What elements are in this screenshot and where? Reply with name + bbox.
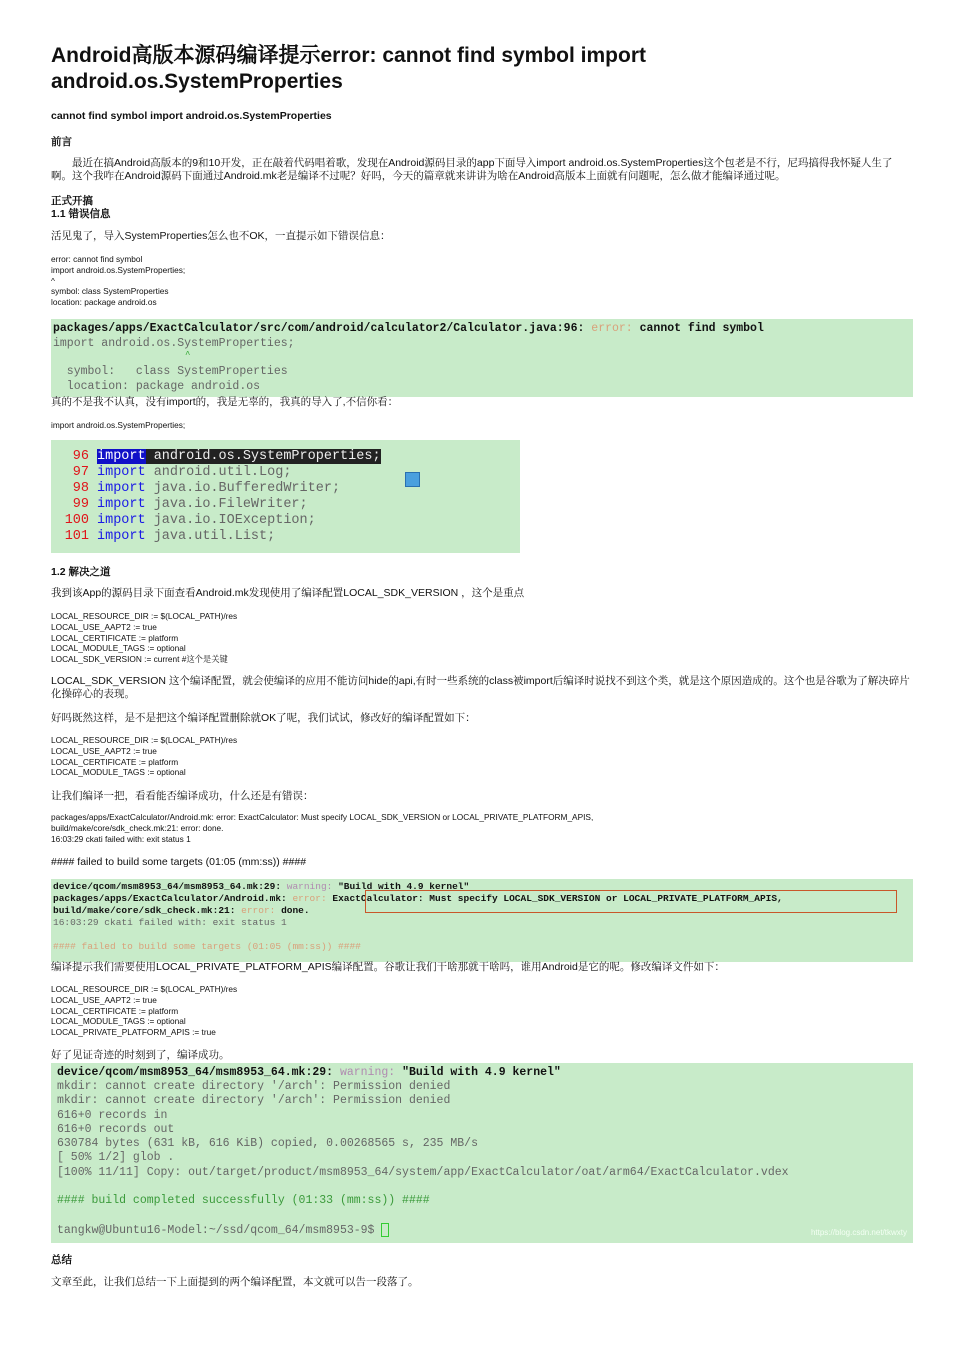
line-number: 97: [72, 465, 89, 480]
keyword: import: [97, 481, 146, 496]
config-line: LOCAL_RESOURCE_DIR := $(LOCAL_PATH)/res: [51, 735, 238, 745]
config-line: LOCAL_MODULE_TAGS := optional: [51, 643, 186, 654]
code-line: 16:03:29 ckati failed with: exit status 1: [53, 917, 287, 928]
preface-paragraph: 最近在搞Android高版本的9和10开发，正在敲着代码唱着歌，发现在Android源码目录的app下面导入import android.os.SystemProperties这个包老是不行，尼玛搞得我怀疑人生了啊。这个我咋在Android源码下面通过Android.mk老是编译不过呢？好吗，今天的篇章就来讲讲为啥在Android高版本上面就有问题呢，怎么做才能编译通过呢。: [51, 157, 893, 182]
build-success-line: #### build completed successfully (01:33 (mm:ss)) ####: [57, 1194, 430, 1207]
try-paragraph: 好吗既然这样，是不是把这个编译配置删除就OK了呢，我们试试，修改好的编译配置如下：: [51, 712, 476, 724]
output-line: 616+0 records in: [57, 1109, 168, 1122]
warning-message: "Build with 4.9 kernel": [402, 1066, 561, 1079]
output-line: [ 50% 1/2] glob .: [57, 1151, 175, 1164]
code-screenshot-imports: [51, 440, 520, 553]
config-line: LOCAL_MODULE_TAGS := optional: [51, 767, 186, 778]
config-line: LOCAL_USE_AAPT2 := true: [51, 621, 157, 632]
watermark: https://blog.csdn.net/tkwxty: [810, 1228, 907, 1237]
error-message: cannot find symbol: [639, 322, 764, 335]
failed-message: #### failed to build some targets (01:05 (mm:ss)) ####: [53, 941, 361, 952]
section-1-1-intro: 活见鬼了，导入SystemProperties怎么也不OK，一直提示如下错误信息：: [51, 230, 391, 242]
error-label: error:: [292, 893, 327, 904]
output-line: [100% 11/11] Copy: out/target/product/msm8953_64/system/app/ExactCalculator/oat/arm64/ExactCalculator.vdex: [57, 1166, 789, 1179]
error-label: error:: [591, 322, 633, 335]
line-number: 101: [64, 529, 89, 544]
config-line: LOCAL_USE_AAPT2 := true: [51, 994, 157, 1005]
import-line: import android.os.SystemProperties;: [51, 420, 186, 430]
config-line: LOCAL_CERTIFICATE := platform: [51, 756, 179, 767]
cursor: [381, 1223, 389, 1237]
success-screenshot: [51, 1063, 913, 1243]
code-line: location: package android.os: [53, 380, 261, 393]
error-line: ^: [51, 275, 55, 286]
output-line: 630784 bytes (631 kB, 616 KiB) copied, 0.00268565 s, 235 MB/s: [57, 1137, 478, 1150]
code-text: java.io.FileWriter;: [145, 497, 308, 512]
output-line: mkdir: cannot create directory '/arch': Permission denied: [57, 1080, 451, 1093]
keyword: import: [97, 529, 146, 544]
path: device/qcom/msm8953_64/msm8953_64.mk:29:: [57, 1066, 334, 1079]
subtitle: cannot find symbol import android.os.SystemProperties: [51, 110, 332, 122]
highlight-box: [365, 890, 897, 913]
shell-prompt: tangkw@Ubuntu16-Model:~/ssd/qcom_64/msm8953-9$: [57, 1224, 382, 1238]
error-line: import android.os.SystemProperties;: [51, 264, 186, 275]
line-number: 96: [72, 449, 89, 464]
error-text-block: [51, 254, 185, 308]
code-text: android.os.SystemProperties;: [145, 449, 381, 464]
code-line: import android.os.SystemProperties;: [53, 337, 295, 350]
output-line: 616+0 records out: [57, 1123, 175, 1136]
keyword: import: [97, 513, 146, 528]
code-text: java.io.BufferedWriter;: [145, 481, 341, 496]
start-heading: 正式开搞: [51, 195, 93, 207]
error-line: 16:03:29 ckati failed with: exit status 1: [51, 833, 191, 844]
section-1-2-heading: 1.2 解决之道: [51, 566, 111, 578]
fix-paragraph: 编译提示我们需要使用LOCAL_PRIVATE_PLATFORM_APIS编译配置。谷歌让我们干啥那就干啥吗，谁用Android是它的呢。修改编译文件如下：: [51, 961, 725, 973]
summary-paragraph: 文章至此，让我们总结一下上面提到的两个编译配置，本文就可以告一段落了。: [51, 1276, 419, 1288]
error-line: symbol: class SystemProperties: [51, 286, 169, 297]
keyword: import: [97, 465, 146, 480]
path: device/qcom/msm8953_64/msm8953_64.mk:29:: [53, 881, 282, 892]
error-screenshot-2: [51, 879, 913, 962]
config-line: LOCAL_USE_AAPT2 := true: [51, 745, 157, 756]
config-line: LOCAL_RESOURCE_DIR := $(LOCAL_PATH)/res: [51, 984, 238, 994]
line-number: 98: [72, 481, 89, 496]
note-icon: [405, 472, 420, 487]
config-line: LOCAL_CERTIFICATE := platform: [51, 632, 179, 643]
section-1-1-note: 真的不是我不认真，没有import的，我是无辜的，我真的导入了,不信你看：: [51, 396, 399, 408]
warning-label: warning:: [339, 1066, 396, 1079]
sdk-version-paragraph: LOCAL_SDK_VERSION 这个编译配置，就会使编译的应用不能访问hide的api,有时一些系统的class被import后编译时说找不到这个类，就是这个原因造成的。这个也是谷歌为了解决碎片化操碎心的表现。: [51, 675, 910, 700]
code-text: java.io.IOException;: [145, 513, 316, 528]
config-line: LOCAL_SDK_VERSION := current #这个是关键: [51, 654, 228, 665]
error-label: error:: [241, 905, 276, 916]
error-line: location: package android.os: [51, 297, 157, 308]
error-line: error: cannot find symbol: [51, 254, 143, 264]
config-line: LOCAL_MODULE_TAGS := optional: [51, 1016, 186, 1027]
warning-label: warning:: [286, 881, 333, 892]
config-block-3: [51, 984, 237, 1038]
config-block-1: [51, 611, 237, 665]
compile-paragraph: 让我们编译一把，看看能否编译成功，什么还是有错误：: [51, 790, 314, 802]
line-number: 99: [72, 497, 89, 512]
code-line: symbol: class SystemProperties: [53, 365, 288, 378]
error-path: packages/apps/ExactCalculator/src/com/android/calculator2/Calculator.java:96:: [53, 322, 585, 335]
error-message: done.: [281, 905, 310, 916]
line-number: 100: [64, 513, 89, 528]
warning-message: "Build with 4.9 kernel": [338, 881, 470, 892]
caret: ^: [185, 350, 191, 360]
summary-heading: 总结: [51, 1254, 72, 1266]
error-text-block-2: [51, 812, 593, 844]
code-text: android.util.Log;: [145, 465, 292, 480]
error-message: ExactCalculator: Must specify LOCAL_SDK_VERSION or LOCAL_PRIVATE_PLATFORM_APIS,: [332, 893, 783, 904]
preface-heading: 前言: [51, 136, 72, 148]
keyword: import: [97, 497, 146, 512]
path: packages/apps/ExactCalculator/Android.mk:: [53, 893, 287, 904]
success-paragraph: 好了见证奇迹的时刻到了，编译成功。: [51, 1049, 230, 1061]
config-line: LOCAL_RESOURCE_DIR := $(LOCAL_PATH)/res: [51, 611, 238, 621]
config-line: LOCAL_CERTIFICATE := platform: [51, 1005, 179, 1016]
code-text: java.util.List;: [145, 529, 276, 544]
failed-line: #### failed to build some targets (01:05 (mm:ss)) ####: [51, 856, 307, 868]
page-title: Android高版本源码编译提示error: cannot find symbol import android.os.SystemProperties: [51, 44, 647, 93]
path: build/make/core/sdk_check.mk:21:: [53, 905, 236, 916]
config-block-2: [51, 735, 237, 778]
keyword: import: [97, 449, 146, 464]
error-line: build/make/core/sdk_check.mk:21: error: done.: [51, 822, 224, 833]
config-line: LOCAL_PRIVATE_PLATFORM_APIS := true: [51, 1027, 216, 1038]
error-screenshot-1: [51, 319, 913, 397]
section-1-1-heading: 1.1 错误信息: [51, 208, 111, 220]
section-1-2-intro: 我到该App的源码目录下面查看Android.mk发现使用了编译配置LOCAL_SDK_VERSION ，这个是重点: [51, 587, 525, 599]
output-line: mkdir: cannot create directory '/arch': Permission denied: [57, 1094, 451, 1107]
error-line: packages/apps/ExactCalculator/Android.mk: error: ExactCalculator: Must specify LOCAL_SDK_VERSION or LOCAL_PRIVATE_PLATFORM_APIS,: [51, 812, 594, 822]
